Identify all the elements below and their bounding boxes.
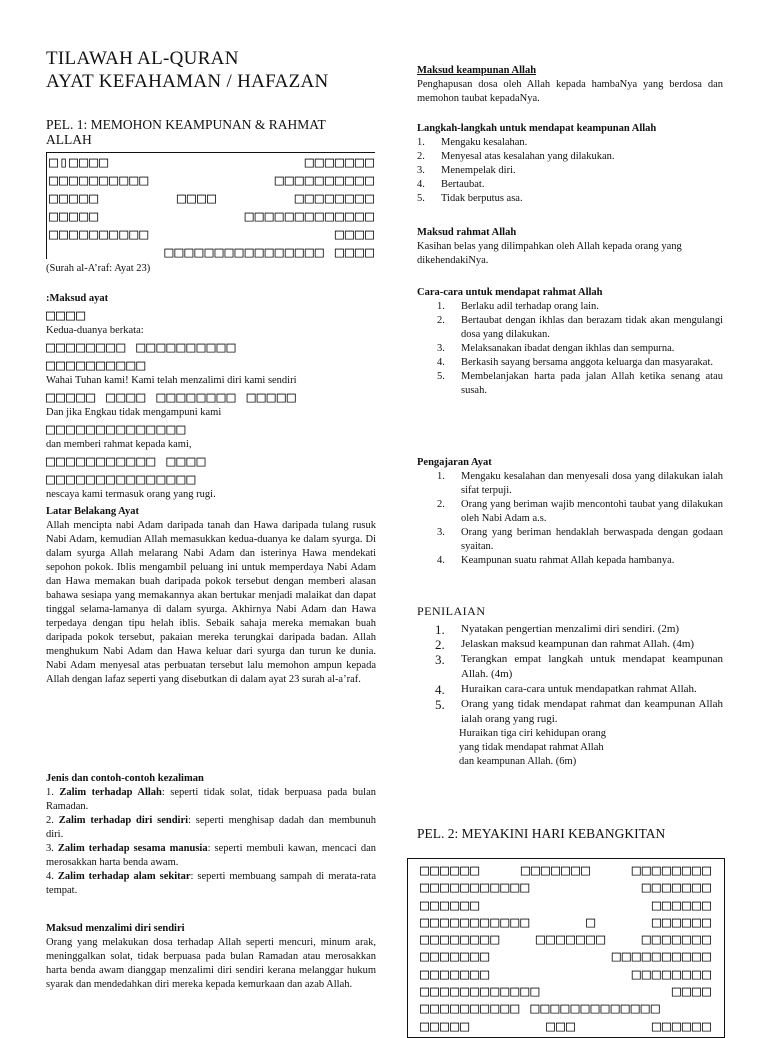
maksud-ayat-heading: :Maksud ayat <box>46 293 109 304</box>
cara-item-number: 3. <box>437 343 445 354</box>
langkah-item-number: 5. <box>417 193 425 204</box>
title-line-1: TILAWAH AL-QURAN <box>46 48 239 69</box>
penilaian-item-number: 3. <box>435 652 445 667</box>
ayat-arabic-segment: □□□□□□□□□□ <box>49 225 150 243</box>
penilaian-item <box>417 652 723 682</box>
pel1-title: PEL. 1: MEMOHON KEAMPUNAN & RAHMAT ALLAH <box>46 117 326 147</box>
menzalimi-heading: Maksud menzalimi diri sendiri <box>46 923 185 934</box>
ayat-arabic-segment: □□□□□□□ <box>304 153 375 171</box>
ayat-arabic-segment: □□□□□□□□ <box>294 189 375 207</box>
cara-item-number: 1. <box>437 301 445 312</box>
pengajaran-item-number: 1. <box>437 471 445 482</box>
rahmat-text: Kasihan belas yang dilimpahkan oleh Allah kepada orang yang dikehendakiNya. <box>417 241 682 266</box>
cara-item-text: Bertaubat dengan ikhlas dan berazam tidak akan mengulangi dosa yang dilakukan. <box>461 315 723 340</box>
pel2-arabic-segment: □□□□□□ <box>651 1016 712 1035</box>
pel2-arabic-row <box>420 931 712 948</box>
pengajaran-item <box>417 526 723 554</box>
maksud-arabic-line: □□□□□□□□□□ <box>46 356 147 374</box>
ayat-arabic-block <box>46 152 375 259</box>
langkah-section <box>417 122 723 206</box>
cara-item-text: Berlaku adil terhadap orang lain. <box>461 301 599 312</box>
langkah-item <box>417 178 723 192</box>
pengajaran-item-text: Keampunan suatu rahmat Allah kepada hambanya. <box>461 555 675 566</box>
langkah-item-text: Mengaku kesalahan. <box>441 137 528 148</box>
pel2-arabic-row <box>420 1000 712 1017</box>
maksud-arabic-line: □□□□□□□□□□□□□□□ <box>46 470 197 488</box>
jenis-item-bold: Zalim terhadap Allah <box>59 787 162 798</box>
maksud-arabic-line: □□□□□□□□ □□□□□□□□□□ <box>46 338 237 356</box>
pel2-arabic-segment: □□□□□□□□ <box>631 964 712 983</box>
pel2-arabic-row <box>420 862 712 879</box>
pengajaran-item <box>417 554 723 568</box>
pel2-arabic-segment: □□□□□□□ <box>641 878 712 897</box>
penilaian-extra-line: dan keampunan Allah. (6m) <box>459 756 577 767</box>
maksud-translation-line: Dan jika Engkau tidak mengampuni kami <box>46 407 222 418</box>
jenis-item-number: 3. <box>46 843 54 854</box>
penilaian-item-number: 5. <box>435 697 445 712</box>
ayat-arabic-segment: □□□□□□□□□□□□□□□□ □□□□ <box>164 243 375 261</box>
langkah-item <box>417 164 723 178</box>
jenis-item-rest: : seperti tidak solat, tidak berpuasa pada bulan Ramadan. <box>46 787 376 812</box>
langkah-item-text: Bertaubat. <box>441 179 485 190</box>
pengajaran-item <box>417 470 723 498</box>
ayat-arabic-row <box>47 189 375 207</box>
pel2-arabic-row <box>420 966 712 983</box>
cara-item <box>417 314 723 342</box>
cara-item-text: Melaksanakan ibadat dengan ikhlas dan sempurna. <box>461 343 675 354</box>
cara-item-text: Berkasih sayang bersama anggota keluarga dan masyarakat. <box>461 357 713 368</box>
penilaian-item-number: 4. <box>435 682 445 697</box>
maksud-ayat-lines <box>46 306 376 502</box>
penilaian-item-text: Huraikan cara-cara untuk mendapatkan rahmat Allah. <box>461 683 697 695</box>
jenis-item <box>46 786 376 814</box>
jenis-item-number: 1. <box>46 787 54 798</box>
jenis-item-rest: : seperti membuang sampah di merata-rata tempat. <box>46 871 376 896</box>
ayat-arabic-segment: □□□□ <box>176 189 218 207</box>
langkah-list <box>417 136 723 206</box>
cara-item <box>417 356 723 370</box>
jenis-item-number: 2. <box>46 815 54 826</box>
pel2-arabic-segment: □□□□□□□□ <box>420 930 501 949</box>
langkah-item-text: Tidak berputus asa. <box>441 193 523 204</box>
rahmat-heading: Maksud rahmat Allah <box>417 227 517 238</box>
penilaian-item-text: Orang yang tidak mendapat rahmat dan keampunan Allah ialah orang yang rugi. <box>461 698 723 725</box>
maksud-arabic-line: □□□□□ □□□□ □□□□□□□□ □□□□□ <box>46 388 297 406</box>
pel2-arabic-segment: □□□□□□□□ <box>631 861 712 879</box>
langkah-item-number: 1. <box>417 137 425 148</box>
penilaian-item-number: 1. <box>435 622 445 637</box>
pel2-arabic-segment: □□□□□□ <box>420 895 481 914</box>
jenis-list <box>46 786 376 898</box>
pel2-arabic-segment: □□□□□□□□□□□ <box>420 878 531 897</box>
langkah-heading: Langkah-langkah untuk mendapat keampunan Allah <box>417 123 657 134</box>
langkah-item-number: 4. <box>417 179 425 190</box>
penilaian-item-text: Nyatakan pengertian menzalimi diri sendiri. (2m) <box>461 623 680 635</box>
pengajaran-item-text: Orang yang beriman wajib mencontohi taubat yang dilakukan oleh Nabi Adam a.s. <box>461 499 723 524</box>
penilaian-item <box>417 622 723 637</box>
pengajaran-section <box>417 456 723 568</box>
langkah-item-number: 3. <box>417 165 425 176</box>
penilaian-item-number: 2. <box>435 637 445 652</box>
pengajaran-item-text: Orang yang beriman hendaklah berwaspada dengan godaan syaitan. <box>461 527 723 552</box>
ayat-arabic-segment: □□□□□□□□□□□□□ <box>244 207 375 225</box>
cara-item-number: 5. <box>437 371 445 382</box>
pel2-arabic-rows <box>420 862 712 1035</box>
maksud-translation-line: dan memberi rahmat kepada kami, <box>46 439 192 450</box>
pel2-arabic-segment: □□□□□□□□□□□□ <box>420 982 541 1001</box>
jenis-item <box>46 842 376 870</box>
pel2-arabic-segment: □ <box>586 912 597 931</box>
penilaian-list <box>417 622 723 727</box>
latar-text: Allah mencipta nabi Adam daripada tanah dan Hawa daripada tulang rusuk Nabi Adam, kemudian Allah memasukkan kedua-duanya ke dalam syurga. Di dalam syurga Allah melarang Nabi Adam dan isterinya Hawa mendekati sepohon pokok. Iblis mengambil peluang ini untuk memperdaya Nabi Adam dan Hawa memakan buah daripada pokok tersebut dengan memberi alasan bahawa sesiapa yang memakannya akan bertukar menjadi malaikat dan dapat tinggal selama-lamanya di dalam syurga. Akhirnya Nabi Adam dan Hawa terpedaya dengan tipu helah iblis. Sebaik sahaja mereka memakan buah daripada pokok tersebut, pakaian mereka terungkai daripada badan. Allah menghukum Nabi Adam dan Hawa keluar dari syurga dan turun ke dunia. Nabi Adam menyesal atas perbuatan tersebut lalu memohon ampun kepada Allah dengan lafaz seperti yang disebutkan di dalam ayat 23 surah al-a’raf. <box>46 520 376 685</box>
ayat-arabic-row <box>47 171 375 189</box>
jenis-item-bold: Zalim terhadap sesama manusia <box>57 843 208 854</box>
cara-item <box>417 370 723 398</box>
ayat-arabic-segment: □□□□□ <box>49 207 100 225</box>
pengajaran-item <box>417 498 723 526</box>
maksud-arabic-line: □□□□ <box>46 306 87 324</box>
pel2-arabic-segment: □□□□□□□ <box>535 930 607 949</box>
pel2-arabic-segment: □□□□□□□ <box>641 930 712 949</box>
pel2-arabic-row <box>420 914 712 931</box>
pel2-arabic-box <box>407 858 725 1038</box>
latar-belakang-section <box>46 505 376 687</box>
penilaian-item <box>417 697 723 727</box>
jenis-item-number: 4. <box>46 871 54 882</box>
pengajaran-heading: Pengajaran Ayat <box>417 457 492 468</box>
pengajaran-list <box>417 470 723 568</box>
cara-item <box>417 300 723 314</box>
pel2-arabic-segment: □□□□□□□□□□ <box>611 947 712 966</box>
pel2-arabic-row <box>420 897 712 914</box>
pel2-arabic-segment: □□□□□□ <box>651 912 712 931</box>
menzalimi-section <box>46 922 376 992</box>
penilaian-item <box>417 682 723 697</box>
cara-list <box>417 300 723 398</box>
jenis-item-bold: Zalim terhadap diri sendiri <box>58 815 189 826</box>
surah-reference: (Surah al-A’raf: Ayat 23) <box>46 263 151 274</box>
penilaian-heading: PENILAIAN <box>417 604 486 618</box>
jenis-item-bold: Zalim terhadap alam sekitar <box>57 871 191 882</box>
cara-item-text: Membelanjakan harta pada jalan Allah ketika senang atau susah. <box>461 371 723 396</box>
pel2-arabic-segment: □□□□□□ <box>651 895 712 914</box>
jenis-heading: Jenis dan contoh-contoh kezaliman <box>46 773 204 784</box>
pel2-arabic-segment: □□□□□□ <box>420 861 481 879</box>
keampunan-text: Penghapusan dosa oleh Allah kepada hambaNya yang berdosa dan memohon taubat kepadaNya. <box>417 79 723 104</box>
jenis-item-rest: : seperti membuli kawan, mencaci dan merosakkan harta benda awam. <box>46 843 377 868</box>
ayat-arabic-segment: □□□□ <box>334 225 375 243</box>
pel2-arabic-segment: □□□□ <box>671 982 712 1001</box>
pel2-arabic-row <box>420 983 712 1000</box>
ayat-arabic-row <box>47 153 375 171</box>
langkah-item <box>417 136 723 150</box>
penilaian-item <box>417 637 723 652</box>
maksud-translation-line: nescaya kami termasuk orang yang rugi. <box>46 489 216 500</box>
pel2-arabic-segment: □□□ <box>545 1016 577 1035</box>
pel2-arabic-row <box>420 879 712 896</box>
jenis-item <box>46 870 376 898</box>
pel2-arabic-row <box>420 1018 712 1035</box>
pel2-arabic-segment: □□□□□□□ <box>520 861 592 879</box>
langkah-item <box>417 150 723 164</box>
penilaian-item-text: Jelaskan maksud keampunan dan rahmat Allah. (4m) <box>461 638 695 650</box>
pengajaran-item-number: 4. <box>437 555 445 566</box>
pel2-arabic-segment: □□□□□ <box>420 1016 471 1035</box>
cara-section <box>417 286 723 398</box>
pel2-arabic-segment: □□□□□□□ <box>420 947 491 966</box>
penilaian-extra-line: yang tidak mendapat rahmat Allah <box>459 742 604 753</box>
latar-heading: Latar Belakang Ayat <box>46 506 139 517</box>
jenis-item <box>46 814 376 842</box>
cara-item-number: 2. <box>437 315 445 326</box>
pel2-title: PEL. 2: MEYAKINI HARI KEBANGKITAN <box>417 826 666 841</box>
title-line-2: AYAT KEFAHAMAN / HAFAZAN <box>46 71 329 92</box>
jenis-item-rest: : seperti menghisap dadah dan membunuh diri. <box>46 815 376 840</box>
pel2-arabic-segment: □□□□□□□□□□□ <box>420 912 531 931</box>
pel2-arabic-row <box>420 948 712 965</box>
cara-item-number: 4. <box>437 357 445 368</box>
langkah-item <box>417 192 723 206</box>
ayat-arabic-row <box>47 225 375 243</box>
maksud-translation-line: Kedua-duanya berkata: <box>46 325 144 336</box>
ayat-arabic-row <box>47 243 375 261</box>
penilaian-extra <box>417 727 723 769</box>
cara-item <box>417 342 723 356</box>
ayat-arabic-segment: □□□□□□□□□□ <box>49 171 150 189</box>
maksud-translation-line: Wahai Tuhan kami! Kami telah menzalimi diri kami sendiri <box>46 375 297 386</box>
maksud-ayat-section <box>46 292 376 502</box>
menzalimi-text: Orang yang melakukan dosa terhadap Allah seperti mencuri, minum arak, meninggalkan solat, tidak berpuasa pada bulan Ramadan atau merosakkan harta benda awam dianggap menzalimi diri sendiri kerana melanggar hukum syarak dan mendedahkan diri mereka kepada kemurkaan dan azab Allah. <box>46 937 376 990</box>
keampunan-heading: Maksud keampunan Allah <box>417 65 537 76</box>
penilaian-item-text: Terangkan empat langkah untuk mendapat keampunan Allah. (4m) <box>461 653 723 680</box>
penilaian-extra-line: Huraikan tiga ciri kehidupan orang <box>459 728 606 739</box>
ayat-arabic-segment: □▯□□□□ <box>49 153 110 171</box>
keampunan-section <box>417 64 723 106</box>
pengajaran-item-number: 2. <box>437 499 445 510</box>
ayat-arabic-segment: □□□□□□□□□□ <box>274 171 375 189</box>
pengajaran-item-number: 3. <box>437 527 445 538</box>
maksud-arabic-line: □□□□□□□□□□□ □□□□ <box>46 452 207 470</box>
ayat-arabic-row <box>47 207 375 225</box>
langkah-item-text: Menyesal atas kesalahan yang dilakukan. <box>441 151 615 162</box>
rahmat-section <box>417 226 723 268</box>
langkah-item-number: 2. <box>417 151 425 162</box>
pengajaran-item-text: Mengaku kesalahan dan menyesali dosa yang dilakukan ialah sifat terpuji. <box>461 471 723 496</box>
cara-heading: Cara-cara untuk mendapat rahmat Allah <box>417 287 603 298</box>
pel2-arabic-segment: □□□□□□□ <box>420 964 491 983</box>
jenis-kezaliman-section <box>46 772 376 898</box>
penilaian-section <box>417 604 723 769</box>
langkah-item-text: Menempelak diri. <box>441 165 516 176</box>
maksud-arabic-line: □□□□□□□□□□□□□□ <box>46 420 187 438</box>
ayat-arabic-segment: □□□□□ <box>49 189 100 207</box>
pel2-arabic-segment: □□□□□□□□□□ □□□□□□□□□□□□□ <box>420 999 661 1018</box>
